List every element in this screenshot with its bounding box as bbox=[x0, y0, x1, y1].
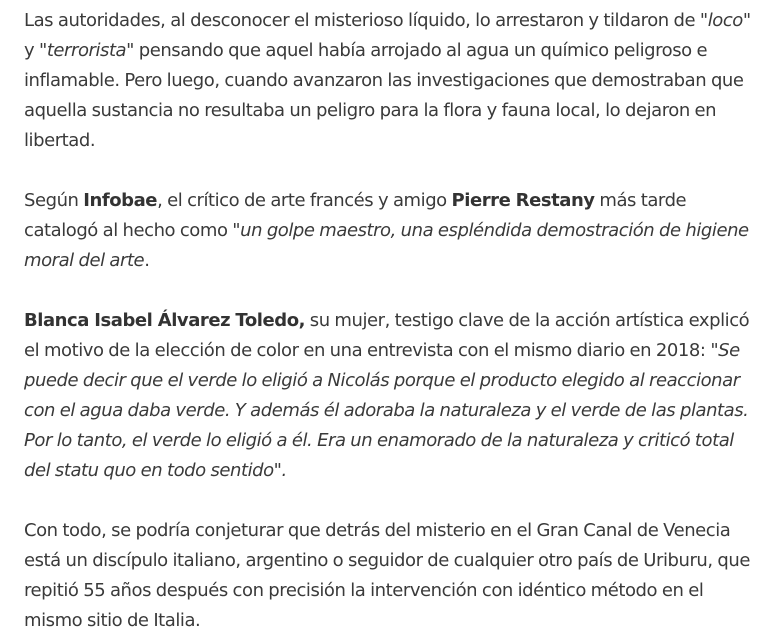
paragraph-arrest bbox=[24, 6, 752, 156]
paragraph-wife bbox=[24, 306, 752, 486]
critic-name: Pierre Restany bbox=[451, 190, 595, 211]
paragraph-arrest-text-1: Las autoridades, al desconocer el misterioso líquido, lo arrestaron y tildaron de bbox=[24, 10, 700, 31]
paragraph-critic-text-4: . bbox=[144, 250, 150, 271]
paragraph-critic-text-3: más tarde catalogó al hecho como " bbox=[24, 190, 687, 241]
paragraph-conclusion: Con todo, se podría conjeturar que detrás del misterio en el Gran Canal de Venecia está un discípulo italiano, argentino o seguidor de cualquier otro país de Uriburu, que repitió 55 años después con precisión la intervención con idéntico método en el mismo sitio de Italia. bbox=[24, 520, 750, 631]
paragraph-critic-text-1: Según bbox=[24, 190, 84, 211]
paragraph-critic bbox=[24, 186, 752, 276]
paragraph-wife-text-1: su mujer, testigo clave de la acción artística explicó el motivo de la elección de color en una entrevista con el mismo diario en 2018: bbox=[24, 310, 750, 361]
quote-terrorista: "terrorista" bbox=[38, 40, 134, 61]
source-name: Infobae bbox=[83, 190, 158, 211]
paragraph-critic-text-2: , el crítico de arte francés y amigo bbox=[157, 190, 452, 211]
paragraph-arrest-text-2: y bbox=[24, 40, 39, 61]
wife-quote: "Se puede decir que el verde lo eligió a Nicolás porque el producto elegido al reaccionar con el agua daba verde. Y además él adoraba la naturaleza y el verde de las plantas. Por lo tanto, el verde lo eligió a él. Era un enamorado de la naturaleza y criticó total del statu quo en todo sentido". bbox=[24, 340, 749, 481]
paragraph-arrest-text-3: pensando que aquel había arrojado al agua un químico peligroso e inflamable. Pero luego, cuando avanzaron las investigaciones que demostraban que aquella sustancia no resultaba un peligro para la flora y fauna local, lo dejaron en libertad. bbox=[24, 40, 744, 151]
wife-name: Blanca Isabel Álvarez Toledo, bbox=[24, 310, 305, 331]
quote-loco: "loco" bbox=[699, 10, 751, 31]
critic-quote: un golpe maestro, una espléndida demostración de higiene moral del arte bbox=[24, 220, 749, 271]
